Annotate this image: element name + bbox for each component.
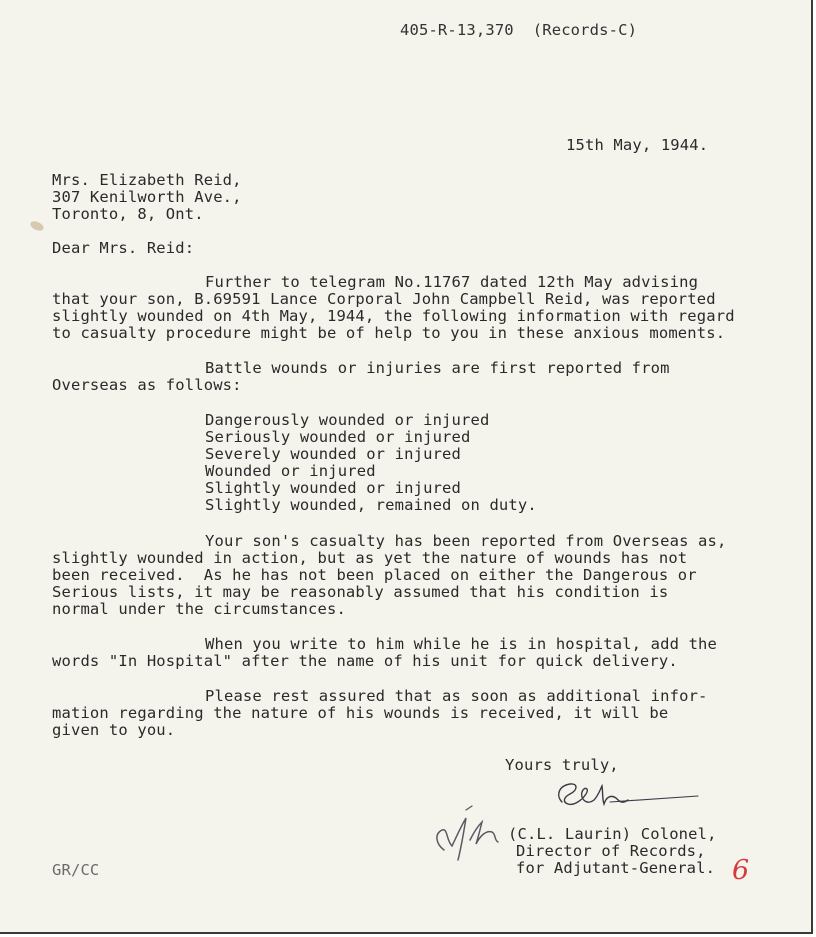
signatory-name: (C.L. Laurin) Colonel, bbox=[508, 825, 717, 843]
recipient-street: 307 Kenilworth Ave., bbox=[52, 188, 242, 206]
letter-date: 15th May, 1944. bbox=[566, 136, 709, 154]
handwritten-signature bbox=[548, 778, 708, 818]
para1-line: that your son, B.69591 Lance Corporal John Campbell Reid, was reported bbox=[52, 290, 716, 308]
para5-line: given to you. bbox=[52, 721, 176, 739]
para4-line: When you write to him while he is in hospital, add the bbox=[205, 635, 718, 653]
closing: Yours truly, bbox=[505, 756, 619, 774]
page-number-mark: 6 bbox=[732, 855, 750, 886]
para2-line: Overseas as follows: bbox=[52, 376, 242, 394]
para3-line: Serious lists, it may be reasonably assumed that his condition is bbox=[52, 583, 669, 601]
para3-line: Your son's casualty has been reported from Overseas as, bbox=[205, 532, 727, 550]
signatory-title: Director of Records, bbox=[516, 842, 706, 860]
para1-line: slightly wounded on 4th May, 1944, the following information with regard bbox=[52, 307, 735, 325]
para3-line: slightly wounded in action, but as yet the nature of wounds has not bbox=[52, 549, 688, 567]
para5-line: Please rest assured that as soon as additional infor- bbox=[205, 687, 708, 705]
para1-line: Further to telegram No.11767 dated 12th May advising bbox=[205, 273, 699, 291]
ink-smudge bbox=[29, 219, 45, 232]
category-item: Wounded or injured bbox=[205, 462, 376, 480]
typist-initials: GR/CC bbox=[52, 861, 100, 879]
para3-line: been received. As he has not been placed on either the Dangerous or bbox=[52, 566, 697, 584]
category-item: Slightly wounded, remained on duty. bbox=[205, 496, 537, 514]
category-item: Dangerously wounded or injured bbox=[205, 411, 490, 429]
category-item: Severely wounded or injured bbox=[205, 445, 462, 463]
recipient-name: Mrs. Elizabeth Reid, bbox=[52, 171, 242, 189]
category-item: Slightly wounded or injured bbox=[205, 479, 462, 497]
para5-line: mation regarding the nature of his wounds is received, it will be bbox=[52, 704, 669, 722]
signatory-capacity: for Adjutant-General. bbox=[516, 859, 716, 877]
para3-line: normal under the circumstances. bbox=[52, 600, 346, 618]
category-item: Seriously wounded or injured bbox=[205, 428, 471, 446]
para4-line: words "In Hospital" after the name of his unit for quick delivery. bbox=[52, 652, 678, 670]
salutation: Dear Mrs. Reid: bbox=[52, 239, 195, 257]
para2-line: Battle wounds or injuries are first reported from bbox=[205, 359, 670, 377]
recipient-city: Toronto, 8, Ont. bbox=[52, 205, 204, 223]
handwritten-initials bbox=[426, 800, 516, 874]
reference-number: 405-R-13,370 (Records-C) bbox=[400, 21, 638, 39]
para1-line: to casualty procedure might be of help to you in these anxious moments. bbox=[52, 324, 726, 342]
